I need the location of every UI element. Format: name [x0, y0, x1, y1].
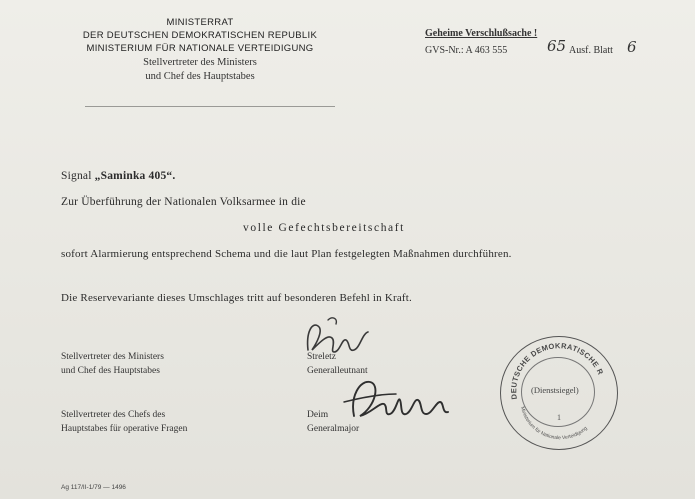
official-seal: [500, 336, 618, 450]
letterhead-role-line2: und Chef des Hauptstabes: [145, 71, 255, 82]
seal-center-text: (Dienstsiegel): [531, 385, 579, 395]
letterhead-ministry: MINISTERIUM FÜR NATIONALE VERTEIDIGUNG: [86, 43, 314, 54]
signal-line: [61, 170, 175, 182]
letterhead-ministerrat: MINISTERRAT: [166, 17, 234, 28]
letterhead-rule: [85, 106, 335, 107]
body-line-3: Die Reservevariante dieses Umschlages tritt auf besonderen Befehl in Kraft.: [61, 292, 412, 304]
seal-top-text: DEUTSCHE DEMOKRATISCHE R: [509, 341, 606, 400]
seal-bottom-text: Ministerium für Nationale Verteidigung: [519, 405, 589, 442]
signal-name: „Saminka 405“.: [94, 170, 176, 182]
seal-number: 1: [557, 413, 561, 422]
signatory1-name: Streletz: [307, 352, 337, 362]
print-code: Ag 117/II-1/79 — 1496: [61, 484, 126, 491]
handwritten-copy-number: 65: [547, 37, 567, 55]
signatory2-title-line1: Stellvertreter des Chefs des: [61, 410, 166, 420]
body-emphasis: volle Gefechtsbereitschaft: [243, 222, 405, 234]
svg-text:Ministerium für Nationale Vert: [519, 406, 589, 441]
letterhead-ddr: DER DEUTSCHEN DEMOKRATISCHEN REPUBLIK: [82, 30, 318, 41]
signature-deim: [340, 372, 460, 428]
body-line-1: Zur Überführung der Nationalen Volksarmee in die: [61, 196, 306, 208]
signatory2-name: Deim: [307, 410, 329, 420]
handwritten-sheet-number: 6: [627, 38, 637, 56]
signature-streletz: [298, 312, 378, 362]
signatory1-title-line1: Stellvertreter des Ministers: [61, 352, 164, 362]
signal-prefix: Signal: [61, 170, 92, 182]
body-line-2: sofort Alarmierung entsprechend Schema und die laut Plan festgelegten Maßnahmen durchführen.: [61, 248, 512, 260]
gvs-number: GVS-Nr.: A 463 555: [425, 45, 508, 56]
signatory1-title-line2: und Chef des Hauptstabes: [61, 366, 160, 376]
signatory1-rank: Generalleutnant: [307, 366, 368, 376]
classification-label: Geheime Verschlußsache !: [425, 28, 538, 39]
signatory2-title-line2: Hauptstabes für operative Fragen: [61, 424, 188, 434]
ausf-label: Ausf. Blatt: [569, 45, 613, 56]
signatory2-rank: Generalmajor: [307, 424, 360, 434]
letterhead-role-line1: Stellvertreter des Ministers: [143, 57, 257, 68]
